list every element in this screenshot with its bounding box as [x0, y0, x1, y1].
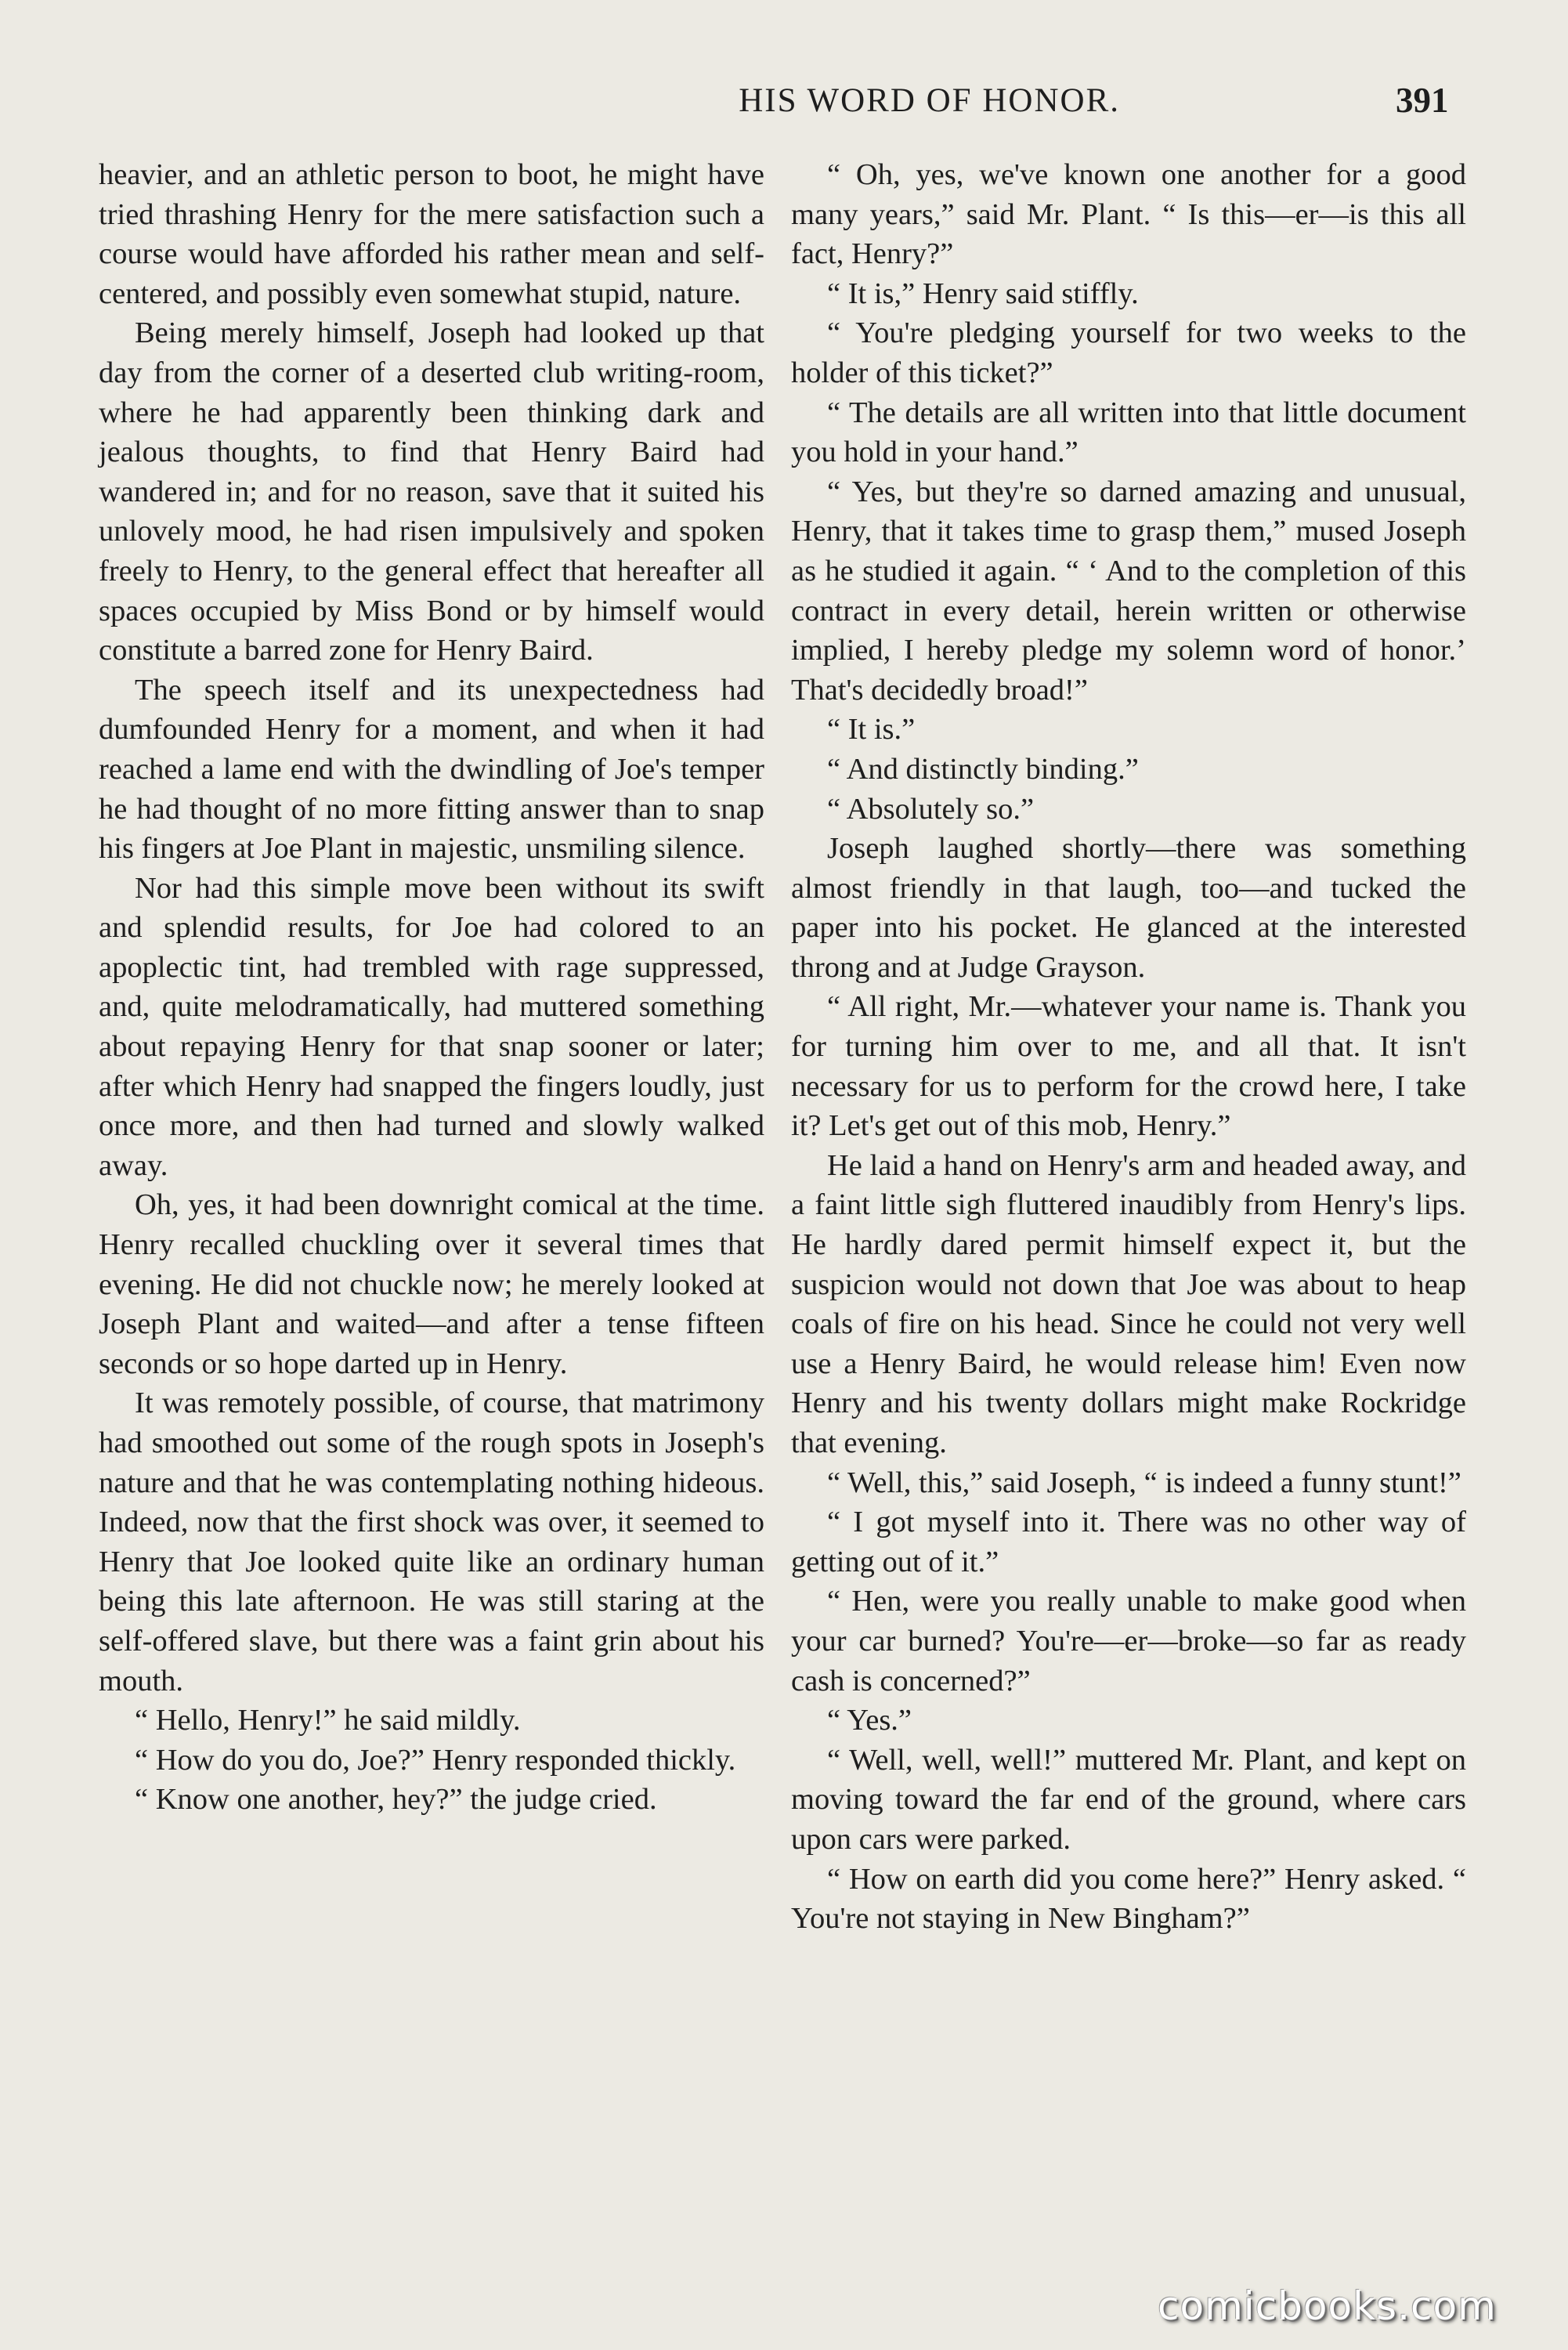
paragraph: “ Absolutely so.” — [827, 792, 1035, 826]
paragraph: “ And distinctly binding.” — [827, 752, 1139, 786]
paragraph: “ How do you do, Joe?” Henry responded thickly. — [135, 1743, 736, 1777]
paragraph: “ It is.” — [827, 713, 916, 747]
paragraph: heavier, and an athletic person to boot, he might have tried thrashing Henry for the mere satisfaction such a course would have afforded his rather mean and self-centered, and possibly even somewhat stupid, nature. — [99, 158, 764, 310]
paragraph: “ You're pledging yourself for two weeks to the holder of this ticket?” — [791, 316, 1466, 389]
page-number: 391 — [1396, 81, 1449, 120]
paragraph: “ Yes, but they're so darned amazing and unusual, Henry, that it takes time to grasp them,” mused Joseph as he studied it again. “ ‘ And to the completion of this contract in every detail, herein written or otherwise implied, I hereby pledge my solemn word of honor.’ That's decidedly broad!” — [791, 475, 1466, 707]
paragraph: “ Know one another, hey?” the judge cried. — [135, 1783, 657, 1817]
paragraph: “ Yes.” — [827, 1704, 912, 1737]
paragraph: “ Well, this,” said Joseph, “ is indeed a funny stunt!” — [827, 1466, 1461, 1499]
paragraph: “ Hen, were you really unable to make good when your car burned? You're—er—broke—so far as ready cash is concerned?” — [791, 1585, 1466, 1697]
page-header — [0, 81, 1568, 128]
paragraph: “ I got myself into it. There was no other way of getting out of it.” — [791, 1506, 1466, 1578]
paragraph: “ Hello, Henry!” he said mildly. — [135, 1704, 521, 1737]
running-title: HIS WORD OF HONOR. — [739, 82, 1120, 119]
left-column — [99, 155, 764, 1820]
paragraph: “ All right, Mr.—whatever your name is. Thank you for turning him over to me, and all that. It isn't necessary for us to perform for the crowd here, I take it? Let's get out of this mob, Henry.” — [791, 990, 1466, 1143]
right-column — [791, 155, 1466, 1939]
paragraph: He laid a hand on Henry's arm and headed away, and a faint little sigh fluttered inaudibly from Henry's lips. He hardly dared permit himself expect it, but the suspicion would not down that Joe was about to heap coals of fire on his head. Since he could not very well use a Henry Baird, he would release him! Even now Henry and his twenty dollars might make Rockridge that evening. — [791, 1148, 1466, 1459]
paragraph: “ Well, well, well!” muttered Mr. Plant, and kept on moving toward the far end of the ground, where cars upon cars were parked. — [791, 1743, 1466, 1856]
paragraph: The speech itself and its unexpectedness had dumfounded Henry for a moment, and when it had reached a lame end with the dwindling of Joe's temper he had thought of no more fitting answer than to snap his fingers at Joe Plant in majestic, unsmiling silence. — [99, 673, 764, 866]
paragraph: “ It is,” Henry said stiffly. — [827, 277, 1139, 310]
watermark-logo: comicbooks.com — [1158, 2283, 1497, 2329]
paragraph: “ How on earth did you come here?” Henry asked. “ You're not staying in New Bingham?” — [791, 1862, 1466, 1936]
paragraph: “ Oh, yes, we've known one another for a good many years,” said Mr. Plant. “ Is this—er—is this all fact, Henry?” — [791, 158, 1466, 271]
paragraph: Being merely himself, Joseph had looked up that day from the corner of a deserted club writing-room, where he had apparently been thinking dark and jealous thoughts, to find that Henry Baird had wandered in; and for no reason, save that it suited his unlovely mood, he had risen impulsively and spoken freely to Henry, to the general effect that hereafter all spaces occupied by Miss Bond or by himself would constitute a barred zone for Henry Baird. — [99, 316, 764, 667]
paragraph: Nor had this simple move been without its swift and splendid results, for Joe had colored to an apoplectic tint, had trembled with rage suppressed, and, quite melodramatically, had muttered something about repaying Henry for that snap sooner or later; after which Henry had snapped the fingers loudly, just once more, and then had turned and slowly walked away. — [99, 871, 764, 1182]
paragraph: Oh, yes, it had been downright comical at the time. Henry recalled chuckling over it several times that evening. He did not chuckle now; he merely looked at Joseph Plant and waited—and after a tense fifteen seconds or so hope darted up in Henry. — [99, 1188, 764, 1380]
paragraph: “ The details are all written into that little document you hold in your hand.” — [791, 396, 1466, 469]
paragraph: It was remotely possible, of course, that matrimony had smoothed out some of the rough spots in Joseph's nature and that he was contemplating nothing hideous. Indeed, now that the first shock was over, it seemed to Henry that Joe looked quite like an ordinary human being this late afternoon. He was still staring at the self-offered slave, but there was a faint grin about his mouth. — [99, 1386, 764, 1697]
paragraph: Joseph laughed shortly—there was something almost friendly in that laugh, too—and tucked the paper into his pocket. He glanced at the interested throng and at Judge Grayson. — [791, 832, 1466, 984]
